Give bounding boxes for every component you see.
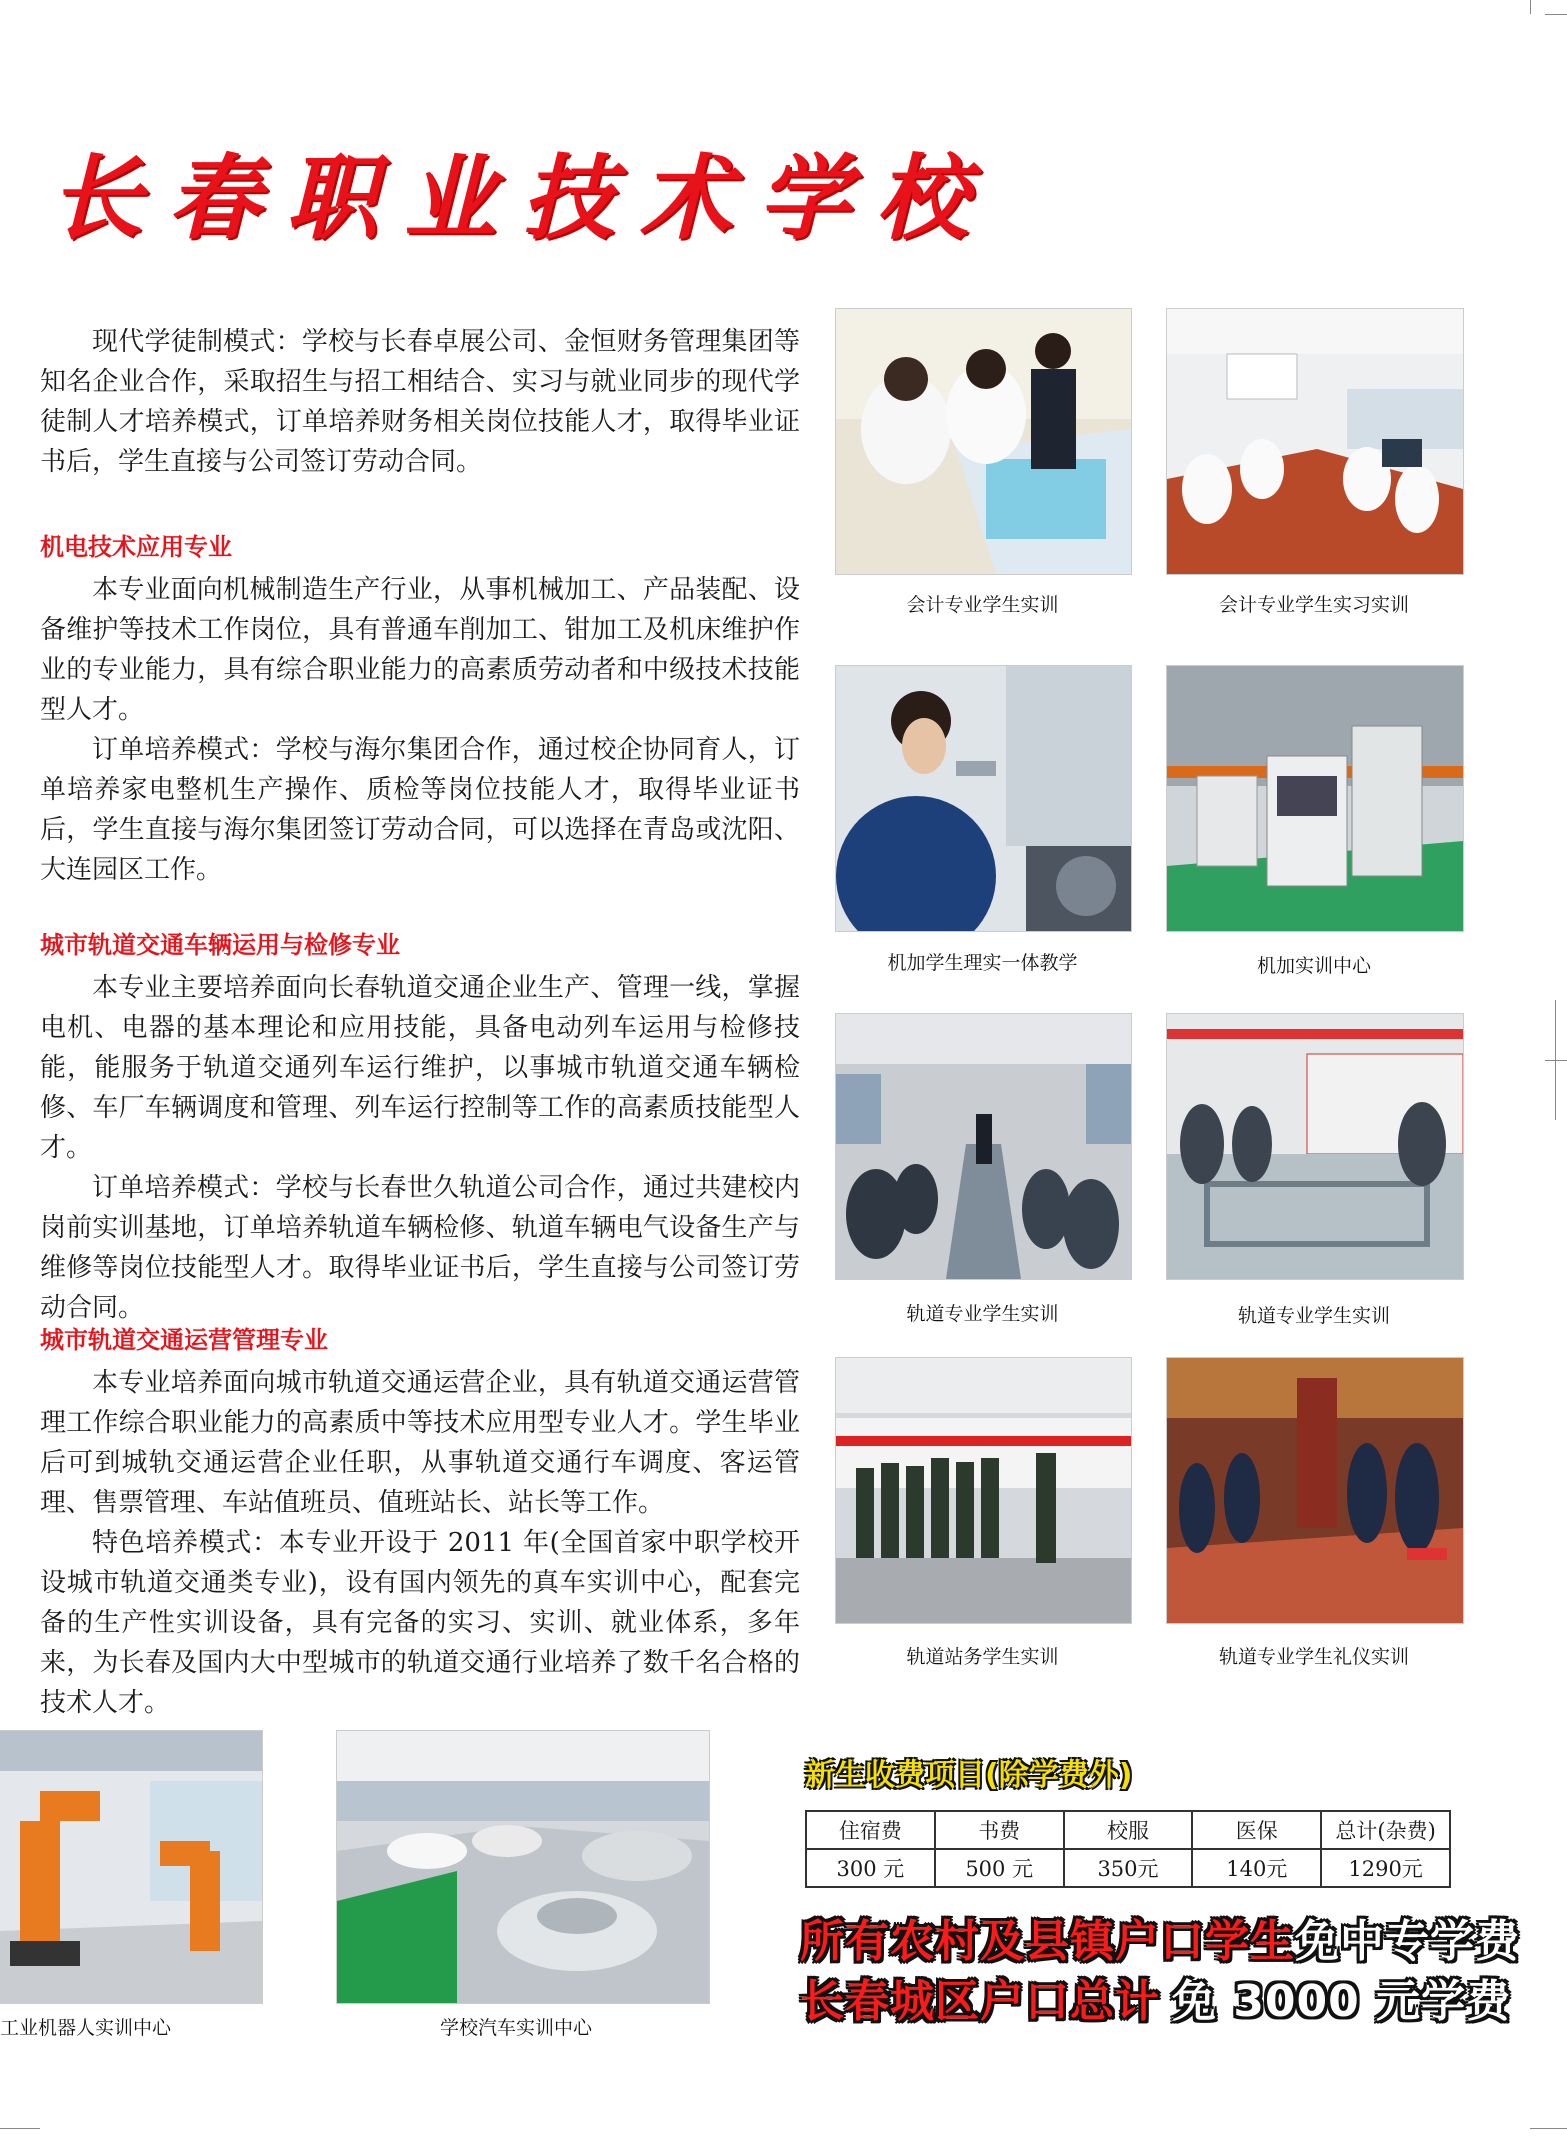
crop-mark <box>1530 0 1531 14</box>
photo-rail-etiquette <box>1166 1357 1464 1624</box>
fee-value: 140元 <box>1192 1849 1321 1887</box>
fee-value: 1290元 <box>1321 1849 1450 1887</box>
photo-accounting-training <box>835 308 1132 575</box>
photo-caption: 轨道专业学生实训 <box>906 1303 1059 1325</box>
fee-value: 500 元 <box>935 1849 1064 1887</box>
crop-mark <box>1545 1060 1567 1061</box>
section-paragraph: 本专业主要培养面向长春轨道交通企业生产、管理一线，掌握电机、电器的基本理论和应用技能，具备电动列车运用与检修技能，能服务于轨道交通列车运行维护，以事城市轨道交通车辆检修、车厂车辆调度和管理、列车运行控制等工作的高素质技能型人才。 <box>40 973 800 1163</box>
photo-accounting-lab <box>1166 308 1464 575</box>
photo-caption: 轨道专业学生实训 <box>1237 1305 1390 1327</box>
promo-text: 免中专学费 <box>1295 1916 1520 1967</box>
crop-mark <box>1545 14 1567 15</box>
fee-header: 总计(杂费) <box>1321 1811 1450 1849</box>
fee-table <box>805 1810 1451 1888</box>
crop-mark <box>0 2128 40 2129</box>
section-title: 城市轨道交通车辆运用与检修专业 <box>40 931 400 959</box>
photo-robot-center <box>0 1730 263 2004</box>
section-paragraph: 订单培养模式：学校与海尔集团合作，通过校企协同育人，订单培养家电整机生产操作、质检等岗位技能人才，取得毕业证书后，学生直接与海尔集团签订劳动合同，可以选择在青岛或沈阳、大连园区工作。 <box>40 735 800 885</box>
fee-header: 校服 <box>1064 1811 1193 1849</box>
promo-text: 长春城区户口总计 <box>800 1976 1160 2027</box>
section-title: 机电技术应用专业 <box>40 533 232 561</box>
photo-machining-center <box>1166 665 1464 932</box>
promo-line-2 <box>800 1965 1511 2029</box>
fee-value: 300 元 <box>806 1849 935 1887</box>
section-rail-vehicle <box>40 925 800 1328</box>
photo-rail-workshop <box>1166 1013 1464 1280</box>
promo-line-1 <box>800 1905 1520 1969</box>
section-title: 城市轨道交通运营管理专业 <box>40 1326 328 1354</box>
crop-mark <box>1530 2128 1567 2129</box>
photo-caption: 会计专业学生实训 <box>906 594 1059 616</box>
photo-rail-train-interior <box>835 1013 1132 1280</box>
section-rail-operation <box>40 1320 800 1723</box>
crop-mark <box>1555 1000 1556 1120</box>
section-paragraph: 本专业培养面向城市轨道交通运营企业，具有轨道交通运营管理工作综合职业能力的高素质中等技术应用型专业人才。学生毕业后可到城轨交通运营企业任职，从事轨道交通行车调度、客运管理、售票管理、车站值班员、值班站长、站长等工作。 <box>40 1368 800 1518</box>
photo-machining-teaching <box>835 665 1132 932</box>
photo-caption: 轨道专业学生礼仪实训 <box>1218 1646 1409 1668</box>
school-title: 长春职业技术学校 <box>50 144 995 252</box>
fee-title: 新生收费项目(除学费外) <box>805 1758 1133 1793</box>
photo-rail-station <box>835 1357 1132 1624</box>
photo-caption: 会计专业学生实习实训 <box>1218 594 1409 616</box>
table-row <box>806 1811 1450 1849</box>
section-paragraph: 本专业面向机械制造生产行业，从事机械加工、产品装配、设备维护等技术工作岗位，具有普通车削加工、钳加工及机床维护作业的专业能力，具有综合职业能力的高素质劳动者和中级技术技能型人才。 <box>40 575 800 725</box>
section-paragraph: 特色培养模式：本专业开设于 2011 年(全国首家中职学校开设城市轨道交通类专业)，设有国内领先的真车实训中心，配套完备的生产性实训设备，具有完备的实习、实训、就业体系，多年来，为长春及国内大中型城市的轨道交通行业培养了数千名合格的技术人才。 <box>40 1528 800 1718</box>
fee-header: 住宿费 <box>806 1811 935 1849</box>
text-column <box>40 322 800 482</box>
fee-header: 书费 <box>935 1811 1064 1849</box>
promo-text: 免 3000 元学费 <box>1172 1976 1512 2027</box>
fee-header: 医保 <box>1192 1811 1321 1849</box>
section-mechatronics <box>40 527 800 890</box>
intro-paragraph: 现代学徒制模式：学校与长春卓展公司、金恒财务管理集团等知名企业合作，采取招生与招工相结合、实习与就业同步的现代学徒制人才培养模式，订单培养财务相关岗位技能人才，取得毕业证书后，学生直接与公司签订劳动合同。 <box>40 327 800 477</box>
fee-value: 350元 <box>1064 1849 1193 1887</box>
photo-caption: 工业机器人实训中心 <box>0 2017 172 2039</box>
photo-caption: 轨道站务学生实训 <box>906 1646 1059 1668</box>
photo-caption: 机加学生理实一体教学 <box>887 952 1078 974</box>
photo-caption: 机加实训中心 <box>1256 955 1371 977</box>
promo-text: 所有农村及县镇户口学生 <box>800 1916 1295 1967</box>
photo-caption: 学校汽车实训中心 <box>439 2017 592 2039</box>
photo-auto-center <box>336 1730 710 2004</box>
table-row <box>806 1849 1450 1887</box>
section-paragraph: 订单培养模式：学校与长春世久轨道公司合作，通过共建校内岗前实训基地，订单培养轨道车辆检修、轨道车辆电气设备生产与维修等岗位技能型人才。取得毕业证书后，学生直接与公司签订劳动合同。 <box>40 1173 800 1323</box>
